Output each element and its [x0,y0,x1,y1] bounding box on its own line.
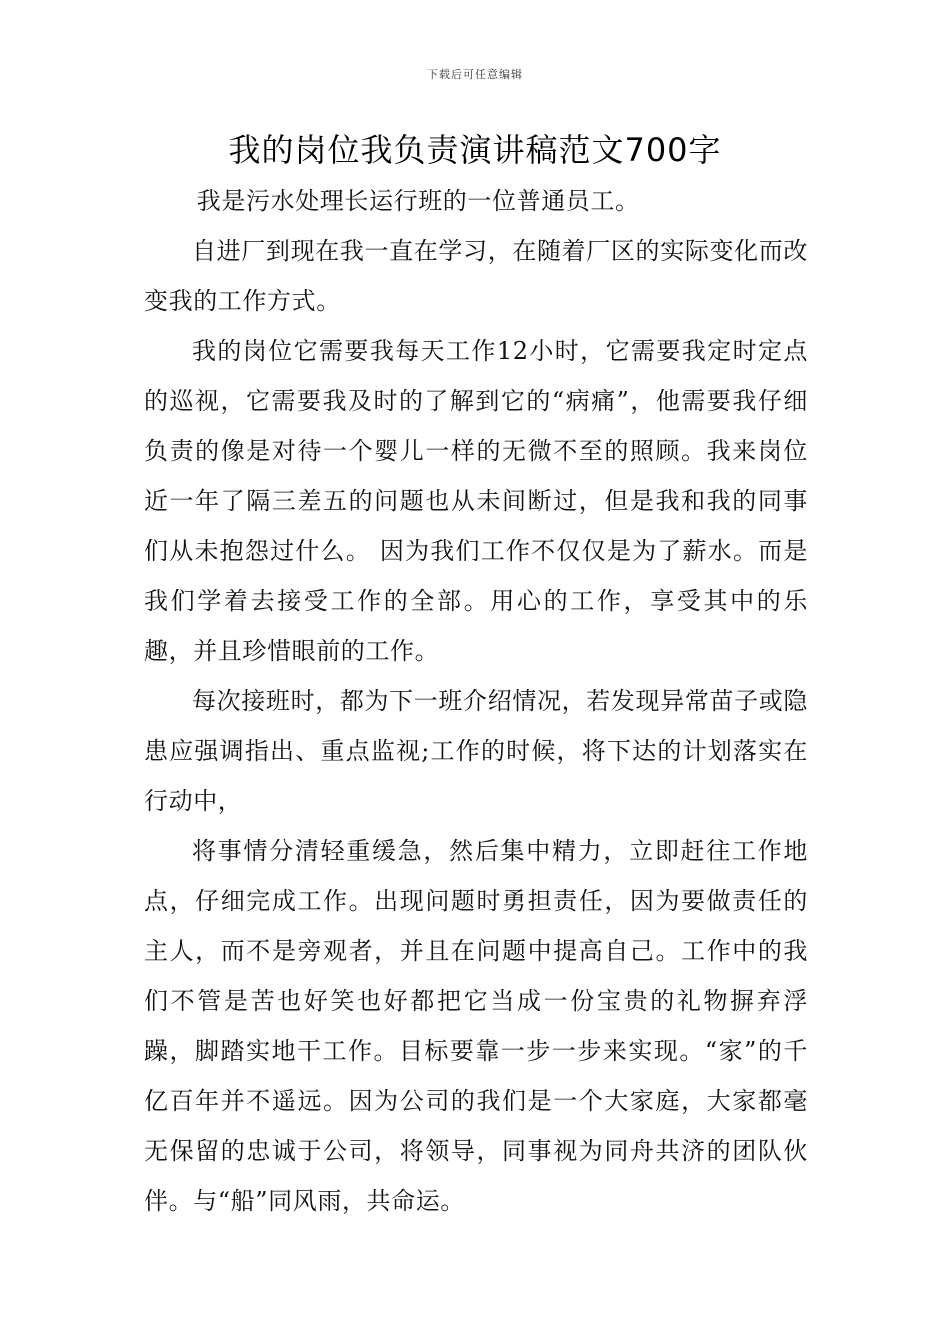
paragraph-5: 将事情分清轻重缓急，然后集中精力，立即赶往工作地点，仔细完成工作。出现问题时勇担责任，因为要做责任的主人，而不是旁观者，并且在问题中提高自己。工作中的我们不管是苦也好笑也好都把它当成一份宝贵的礼物摒弃浮躁，脚踏实地干工作。目标要靠一步一步来实现。“家”的千亿百年并不遥远。因为公司的我们是一个大家庭，大家都毫无保留的忠诚于公司，将领导，同事视为同舟共济的团队伙伴。与“船”同风雨，共命运。 [144,837,808,1215]
paragraph-2: 自进厂到现在我一直在学习，在随着厂区的实际变化而改变我的工作方式。 [144,237,808,315]
header-note: 下载后可任意编辑 [427,68,523,81]
document-body [144,176,808,1226]
paragraph-1: 我是污水处理长运行班的一位普通员工。 [196,187,640,215]
paragraph-4: 每次接班时，都为下一班介绍情况，若发现异常苗子或隐患应强调指出、重点监视;工作的时候，将下达的计划落实在行动中， [144,687,808,815]
paragraph-3: 我的岗位它需要我每天工作12小时，它需要我定时定点的巡视，它需要我及时的了解到它的“病痛”，他需要我仔细负责的像是对待一个婴儿一样的无微不至的照顾。我来岗位近一年了隔三差五的问题也从未间断过，但是我和我的同事们从未抱怨过什么。 因为我们工作不仅仅是为了薪水。而是我们学着去接受工作的全部。用心的工作，享受其中的乐趣，并且珍惜眼前的工作。 [144,337,808,665]
document-title: 我的岗位我负责演讲稿范文700字 [228,131,722,169]
